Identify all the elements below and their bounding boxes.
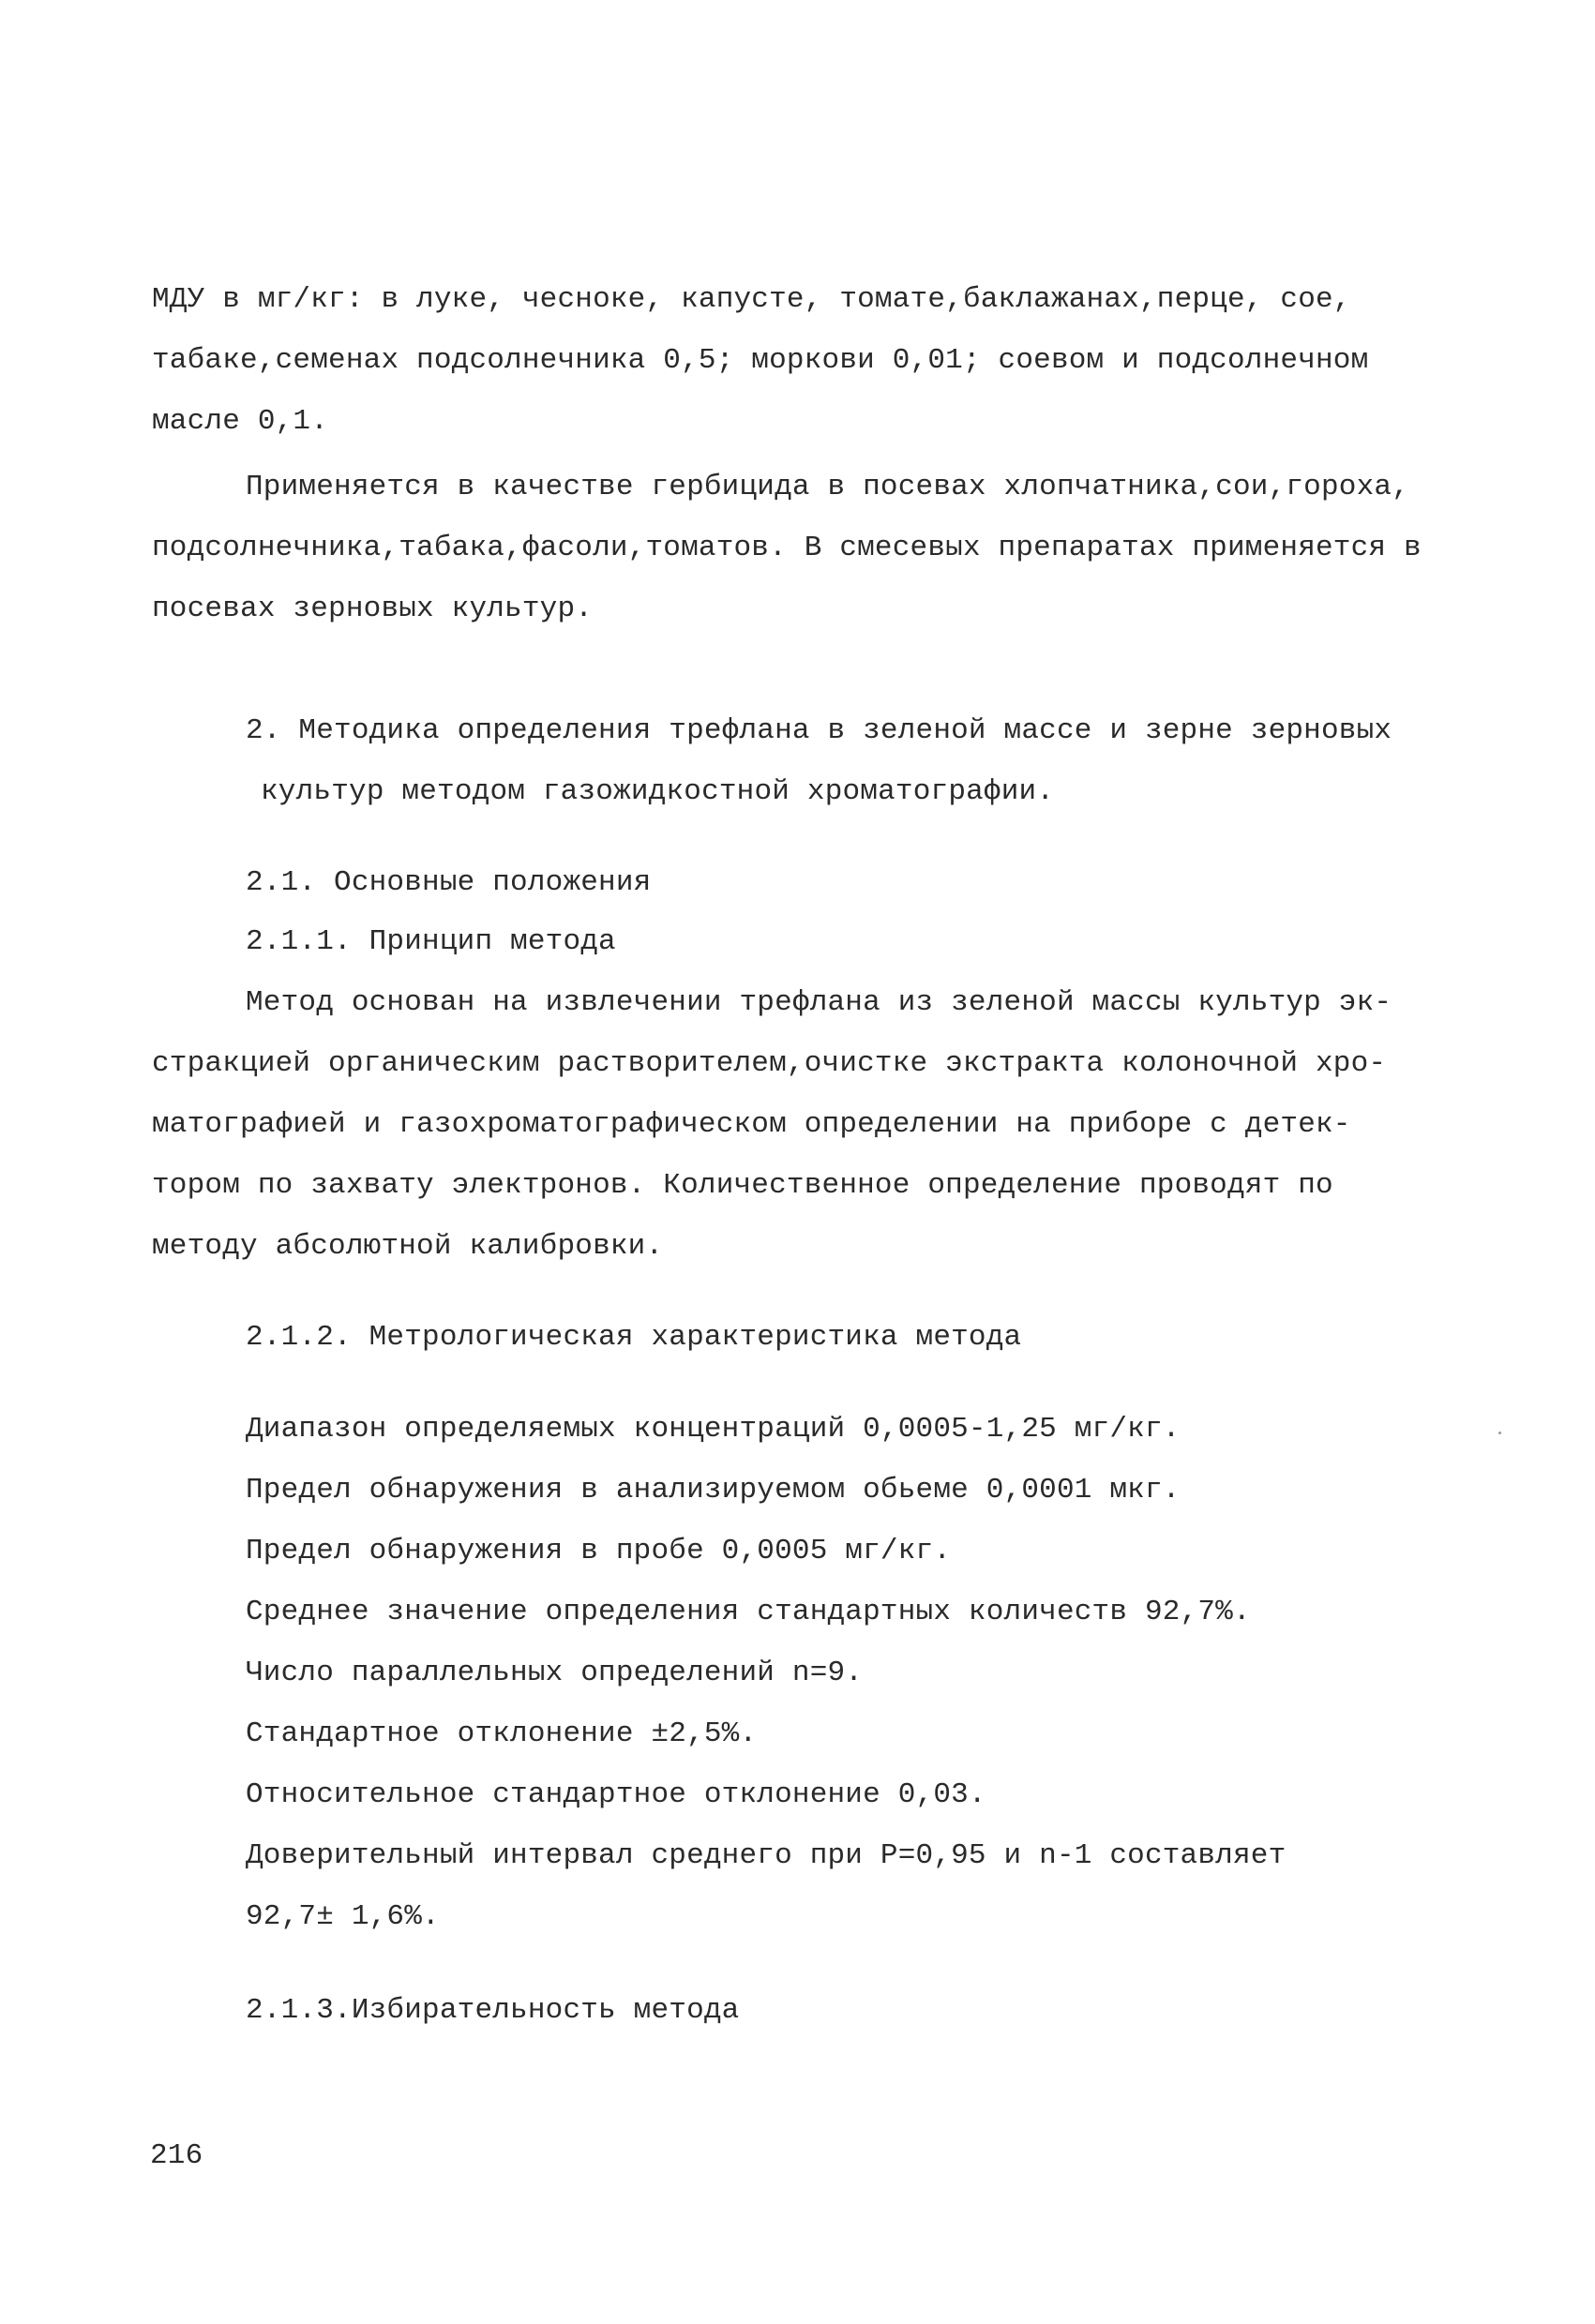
metrology-item: 92,7± 1,6%. xyxy=(246,1900,440,1933)
text-line: тором по захвату электронов. Количественное определение проводят по xyxy=(152,1169,1333,1202)
text-line: табаке,семенах подсолнечника 0,5; моркови 0,01; соевом и подсолнечном xyxy=(152,344,1369,377)
metrology-item: Диапазон определяемых концентраций 0,0005-1,25 мг/кг. xyxy=(246,1413,1181,1446)
section-2-1-3-heading: 2.1.3.Избирательность метода xyxy=(246,1994,740,2027)
text-line: посевах зерновых культур. xyxy=(152,592,594,625)
text-line: матографией и газохроматографическом определении на приборе с детек- xyxy=(152,1108,1351,1141)
metrology-item: Предел обнаружения в пробе 0,0005 мг/кг. xyxy=(246,1535,952,1567)
metrology-item: Стандартное отклонение ±2,5%. xyxy=(246,1717,758,1750)
text-line: Применяется в качестве гербицида в посевах хлопчатника,сои,гороха, xyxy=(246,471,1409,503)
scan-speck xyxy=(1498,1432,1501,1434)
text-line: Метод основан на извлечении трефлана из зеленой массы культур эк- xyxy=(246,986,1392,1019)
section-2-1-1-heading: 2.1.1. Принцип метода xyxy=(246,925,616,958)
section-title-line: культур методом газожидкостной хроматографии. xyxy=(261,775,1055,808)
section-2-1-heading: 2.1. Основные положения xyxy=(246,866,652,899)
page-number: 216 xyxy=(150,2139,203,2172)
metrology-item: Предел обнаружения в анализируемом обьеме 0,0001 мкг. xyxy=(246,1474,1181,1507)
section-2-1-2-heading: 2.1.2. Метрологическая характеристика метода xyxy=(246,1321,1022,1354)
text-line: подсолнечника,табака,фасоли,томатов. В смесевых препаратах применяется в xyxy=(152,532,1422,564)
metrology-item: Число параллельных определений n=9. xyxy=(246,1657,864,1689)
section-title-line: 2. Методика определения трефлана в зеленой массе и зерне зерновых xyxy=(246,714,1392,747)
metrology-item: Относительное стандартное отклонение 0,03. xyxy=(246,1778,986,1811)
text-line: масле 0,1. xyxy=(152,405,329,438)
metrology-item: Доверительный интервал среднего при P=0,95 и n-1 составляет xyxy=(246,1839,1287,1872)
text-line: стракцией органическим растворителем,очистке экстракта колоночной хро- xyxy=(152,1047,1387,1080)
text-line: методу абсолютной калибровки. xyxy=(152,1230,664,1263)
metrology-item: Среднее значение определения стандартных количеств 92,7%. xyxy=(246,1596,1251,1628)
text-line: МДУ в мг/кг: в луке, чесноке, капусте, томате,баклажанах,перце, сое, xyxy=(152,283,1351,316)
